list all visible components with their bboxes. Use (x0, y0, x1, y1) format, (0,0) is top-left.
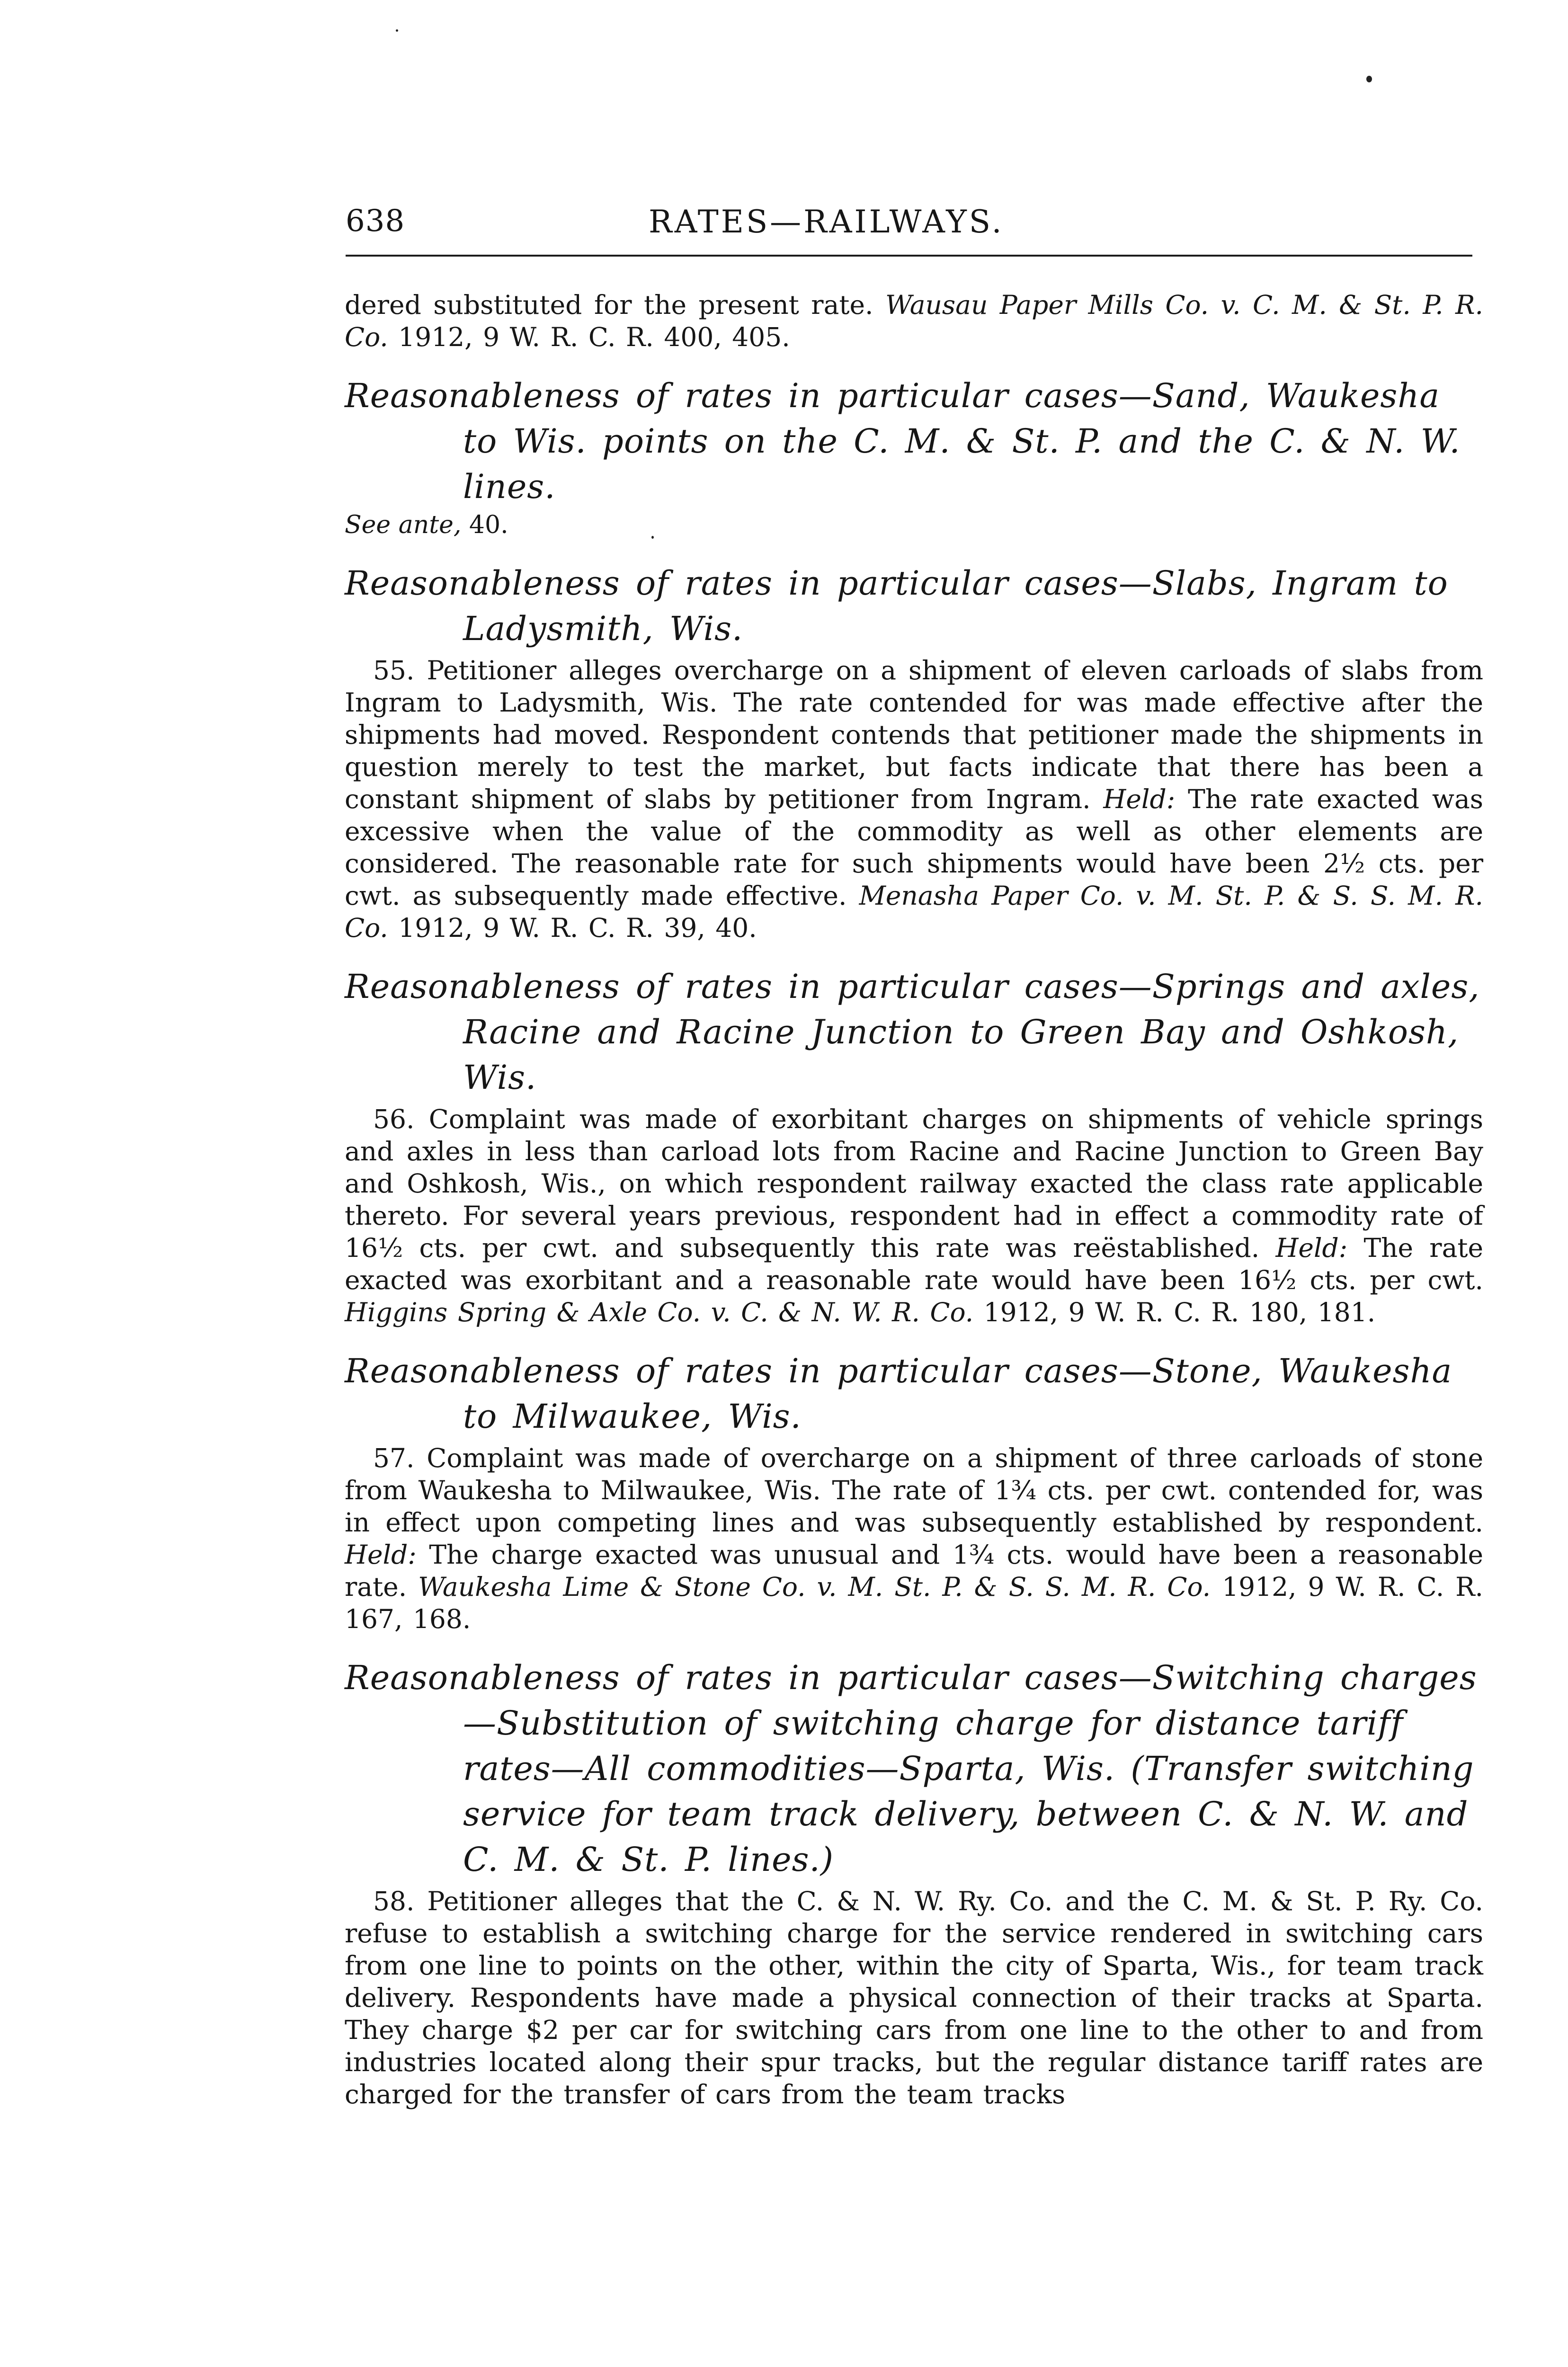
case-reference: 1912, 9 W. R. C. R. 180, 181. (983, 1297, 1376, 1327)
see-ante-label: See ante, (345, 511, 462, 539)
held-label: Held: (345, 1539, 417, 1570)
held-label: Held: (1275, 1233, 1348, 1263)
section-heading-stone: Reasonableness of rates in particular cases—Stone, Waukesha to Milwaukee, Wis. (345, 1352, 1452, 1436)
section-heading-switching: Reasonableness of rates in particular cases—Switching charges—Substitution of switching charge for distance tariff rates—All commodities—Sparta, Wis. (Transfer switching service for team track delivery, between C. & N. W. and C. M. & St. P. lines.) (345, 1658, 1477, 1879)
held-text: The rate exacted was exorbitant and a reasonable rate would have been 16½ cts. per cwt. (345, 1233, 1484, 1295)
case-reference: 1912, 9 W. R. C. R. 167, 168. (345, 1572, 1484, 1634)
paragraph-58: 58. Petitioner alleges that the C. & N. W. Ry. Co. and the C. M. & St. P. Ry. Co. refuse to establish a switching charge for the service rendered in switching cars from one line to points on the other, within the city of Sparta, Wis., for team track delivery. Respondents have made a physical connection of their tracks at Sparta. They charge $2 per car for switching cars from one line to the other to and from industries located along their spur tracks, but the regular distance tariff rates are charged for the transfer of cars from the team tracks (345, 1886, 1483, 2109)
case-citation: Wausau Paper Mills Co. v. C. M. & St. P. R. Co. (345, 290, 1483, 352)
held-text: The rate exacted was excessive when the value of the commodity as well as other elements are considered. The reasonable rate for such shipments would have been 2½ cts. per cwt. as subsequently made effective. (345, 784, 1484, 911)
scan-speck (1366, 76, 1372, 82)
paragraph-56 (345, 1103, 1483, 1328)
paragraph-57 (345, 1442, 1483, 1635)
paragraph-text: 57. Complaint was made of overcharge on a shipment of three carloads of stone from Waukesha to Milwaukee, Wis. The rate of 1¾ cts. per cwt. contended for, was in effect upon competing lines and was subsequently established by respondent. (345, 1443, 1483, 1538)
case-reference: 1912, 9 W. R. C. R. 400, 405. (398, 322, 790, 352)
case-citation: Menasha Paper Co. v. M. St. P. & S. S. M. R. Co. (345, 881, 1483, 943)
header-rule (346, 255, 1472, 257)
see-ante-number: 40. (469, 511, 508, 539)
scan-speck (396, 29, 398, 32)
section-heading-springs: Reasonableness of rates in particular cases—Springs and axles, Racine and Racine Junction to Green Bay and Oshkosh, Wis. (345, 967, 1480, 1097)
paragraph-text: 56. Complaint was made of exorbitant charges on shipments of vehicle springs and axles in less than carload lots from Racine and Racine Junction to Green Bay and Oshkosh, Wis., on which respondent railway exacted the class rate applicable thereto. For several years previous, respondent had in effect a commodity rate of 16½ cts. per cwt. and subsequently this rate was reëstablished. (345, 1104, 1483, 1263)
case-citation: Higgins Spring & Axle Co. v. C. & N. W. R. Co. (345, 1297, 974, 1327)
section-heading-sand: Reasonableness of rates in particular cases—Sand, Waukesha to Wis. points on the C. M. & St. P. and the C. & N. W. lines. (345, 376, 1461, 506)
held-text: The charge exacted was unusual and 1¾ cts. would have been a reasonable rate. (345, 1539, 1483, 1602)
paragraph-text: 55. Petitioner alleges overcharge on a shipment of eleven carloads of slabs from Ingram to Ladysmith, Wis. The rate contended for was made effective after the shipments had moved. Respondent contends that petitioner made the shipments in question merely to test the market, but facts indicate that there has been a constant shipment of slabs by petitioner from Ingram. (345, 655, 1483, 814)
page-number: 638 (346, 204, 405, 239)
page-header (346, 204, 1487, 260)
opening-text: dered substituted for the present rate. (345, 290, 873, 320)
held-label: Held: (1103, 784, 1176, 814)
running-title: RATES—RAILWAYS. (649, 204, 1004, 240)
section-heading-slabs: Reasonableness of rates in particular cases—Slabs, Ingram to Ladysmith, Wis. (345, 564, 1448, 648)
case-citation: Waukesha Lime & Stone Co. v. M. St. P. & S. S. M. R. Co. (418, 1572, 1211, 1602)
see-ante-reference (345, 509, 1483, 541)
case-reference: 1912, 9 W. R. C. R. 39, 40. (398, 913, 757, 943)
paragraph-55 (345, 654, 1483, 944)
page-body (345, 289, 1483, 2110)
opening-paragraph (345, 289, 1483, 353)
